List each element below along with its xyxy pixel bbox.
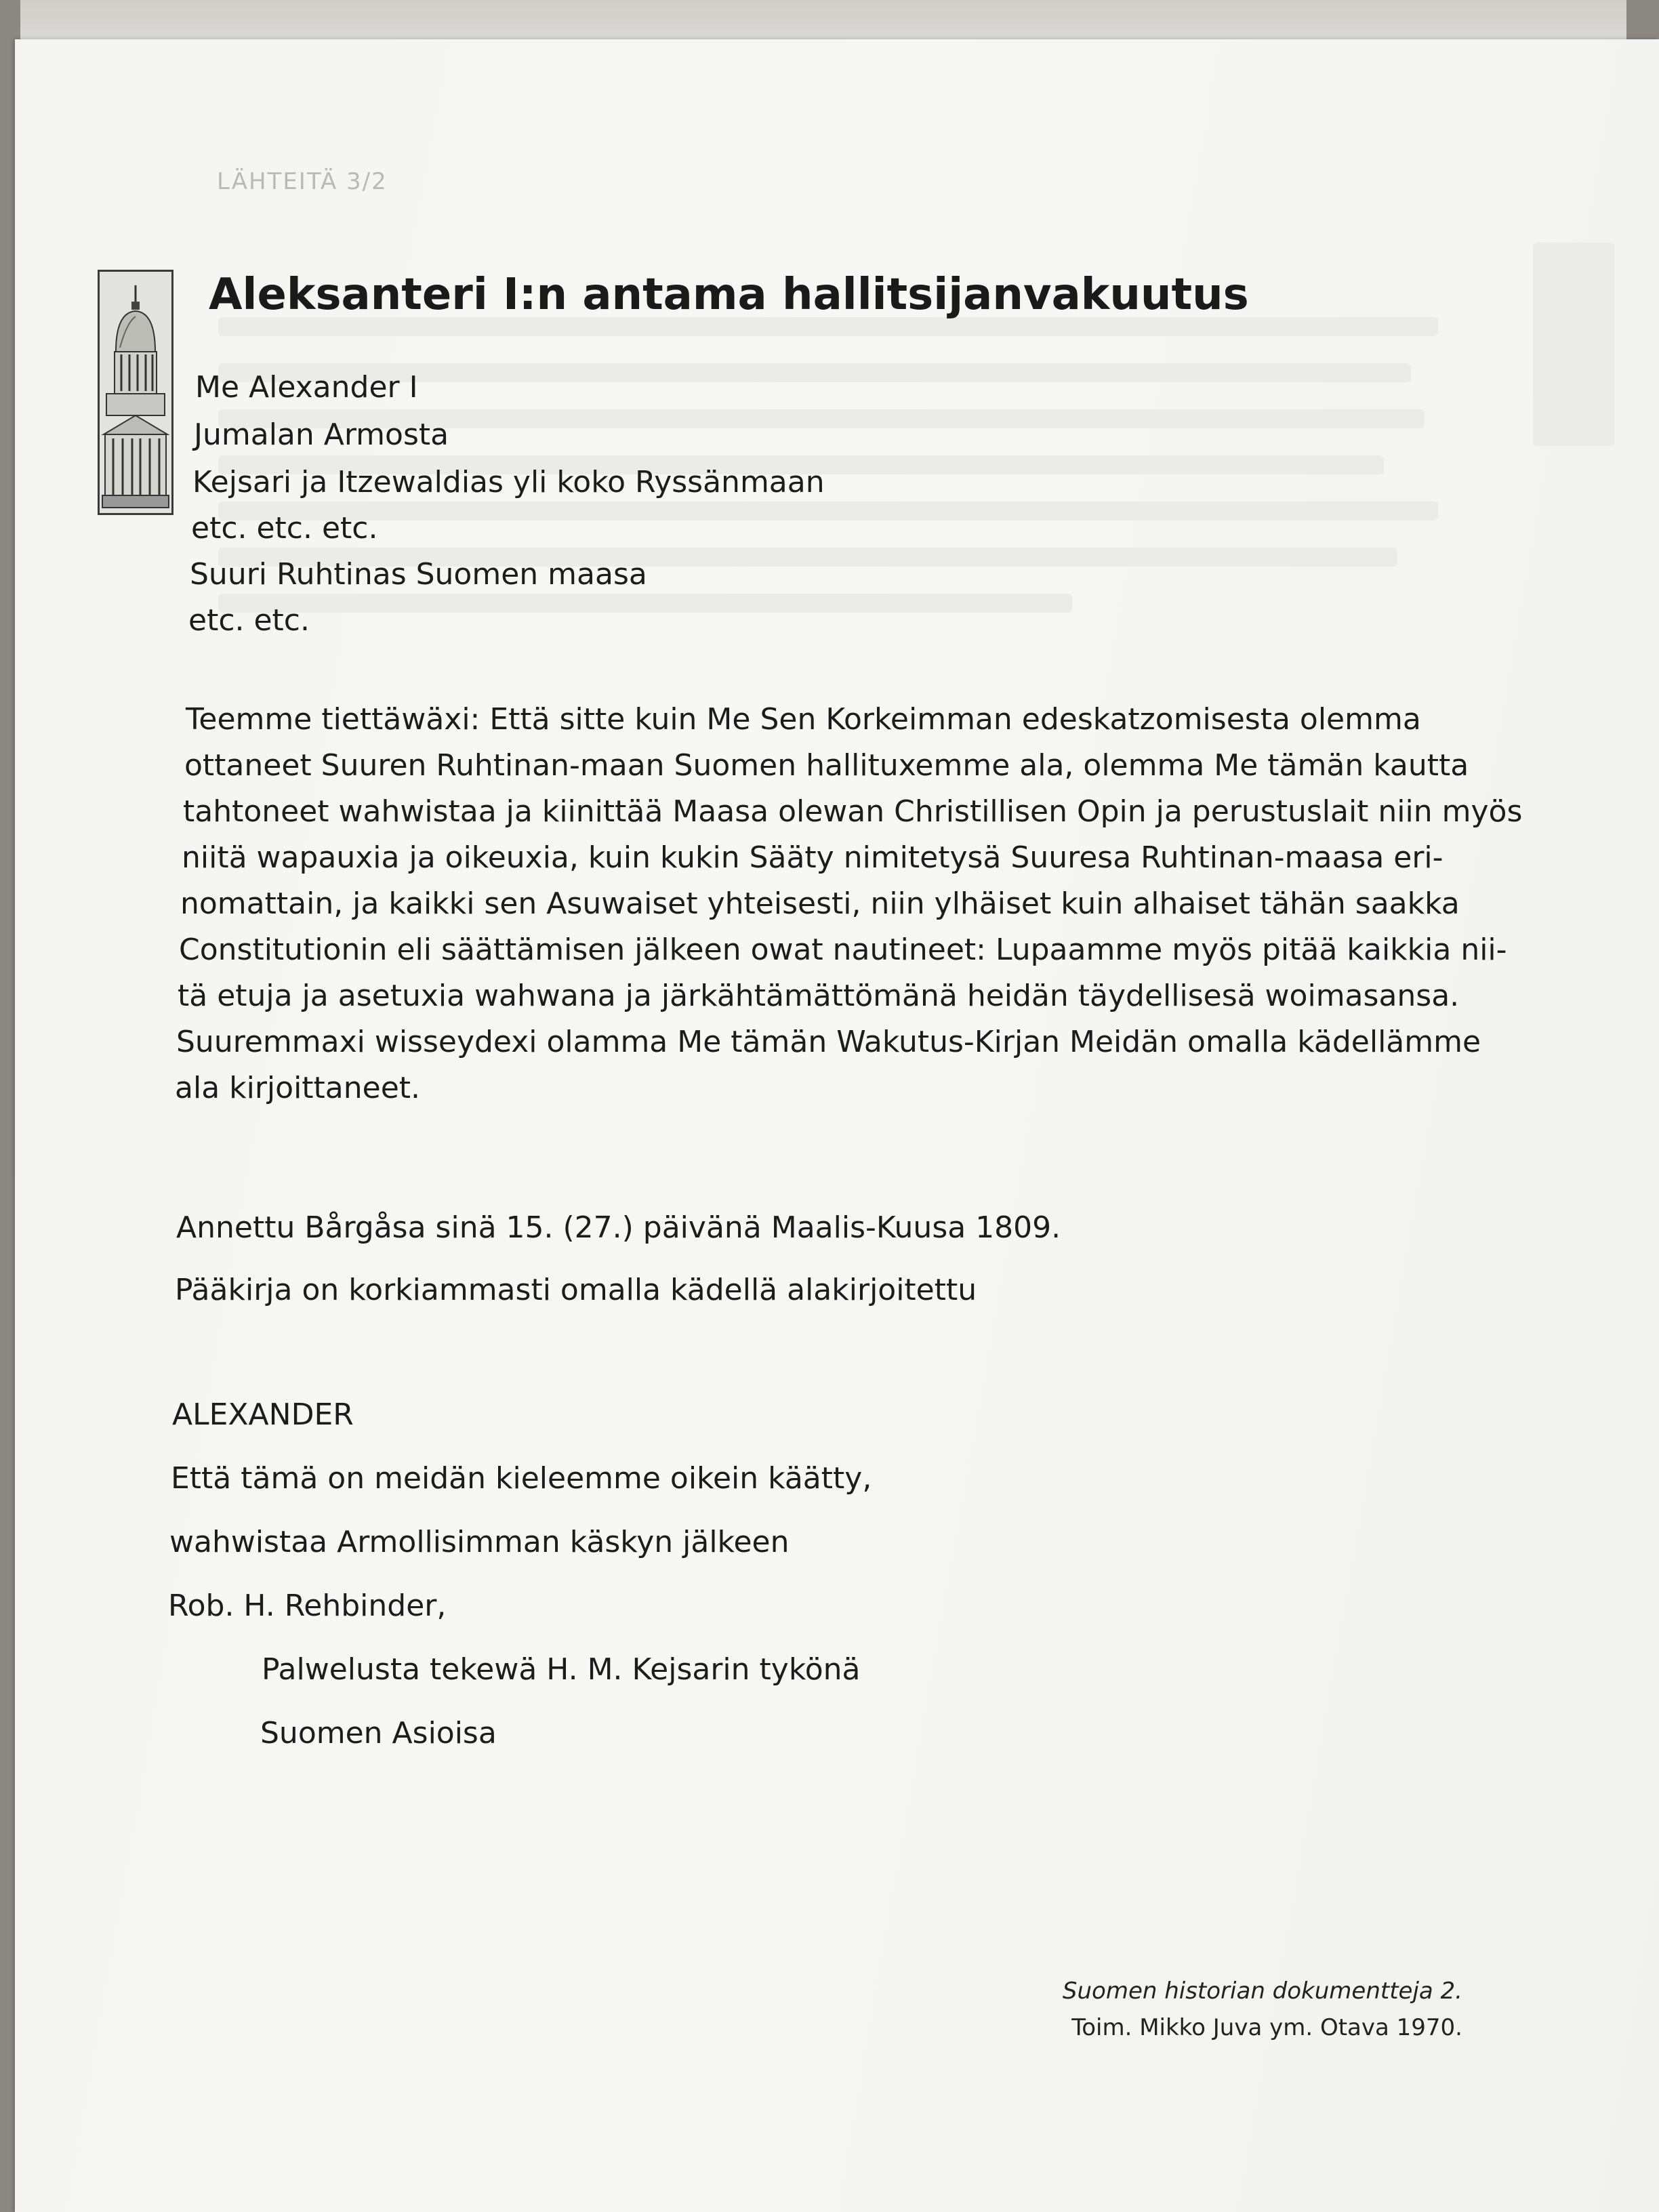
signature-name: ALEXANDER	[172, 1397, 354, 1432]
body-line: tä etuja ja asetuxia wahwana ja järkähtämättömänä heidän täydellisesä woimasansa.	[178, 979, 1460, 1013]
body-line: ala kirjoittaneet.	[175, 1071, 421, 1105]
intro-line: Jumalan Armosta	[194, 417, 449, 452]
bleed-through-line	[218, 317, 1438, 336]
bleed-through-figure	[1533, 243, 1614, 446]
body-line: tahtoneet wahwistaa ja kiinittää Maasa olewan Christillisen Opin ja perustuslait niin myös	[183, 794, 1523, 829]
intro-line: Suuri Ruhtinas Suomen maasa	[190, 557, 647, 592]
intro-line: etc. etc. etc.	[191, 511, 378, 546]
given-at-line: Annettu Bårgåsa sinä 15. (27.) päivänä Maalis-Kuusa 1809.	[176, 1210, 1061, 1245]
intro-line: etc. etc.	[188, 603, 310, 638]
translation-line: Että tämä on meidän kieleemme oikein käätty,	[171, 1461, 872, 1496]
countersigner-title: Suomen Asioisa	[260, 1716, 497, 1750]
cathedral-icon	[98, 270, 173, 515]
countersigner-name: Rob. H. Rehbinder,	[168, 1589, 447, 1623]
intro-line: Me Alexander I	[195, 370, 418, 405]
document-title: Aleksanteri I:n antama hallitsijanvakuutus	[209, 270, 1249, 320]
body-line: nomattain, ja kaikki sen Asuwaiset yhteisesti, niin ylhäiset kuin alhaiset tähän saakka	[180, 886, 1460, 921]
source-editor: Toim. Mikko Juva ym. Otava 1970.	[1071, 2014, 1462, 2041]
countersigner-title: Palwelusta tekewä H. M. Kejsarin tykönä	[262, 1652, 861, 1687]
body-line: Constitutionin eli säättämisen jälkeen owat nautineet: Lupaamme myös pitää kaikkia nii-	[179, 933, 1507, 967]
original-signed-line: Pääkirja on korkiammasti omalla kädellä alakirjoitettu	[175, 1273, 977, 1307]
body-line: Suuremmaxi wisseydexi olamma Me tämän Wakutus-Kirjan Meidän omalla kädellämme	[176, 1025, 1481, 1059]
translation-line: wahwistaa Armollisimman käskyn jälkeen	[169, 1525, 790, 1559]
body-line: niitä wapauxia ja oikeuxia, kuin kukin Sääty nimitetysä Suuresa Ruhtinan-maasa eri-	[182, 840, 1443, 875]
intro-line: Kejsari ja Itzewaldias yli koko Ryssänmaan	[192, 465, 825, 499]
source-book: Suomen historian dokumentteja 2.	[1062, 1978, 1462, 2005]
body-line: Teemme tiettäwäxi: Että sitte kuin Me Sen Korkeimman edeskatzomisesta olemma	[186, 702, 1421, 737]
page-header-label: LÄHTEITÄ 3/2	[217, 168, 388, 195]
document-page	[15, 39, 1659, 2212]
body-line: ottaneet Suuren Ruhtinan-maan Suomen hallituxemme ala, olemma Me tämän kautta	[184, 748, 1469, 783]
